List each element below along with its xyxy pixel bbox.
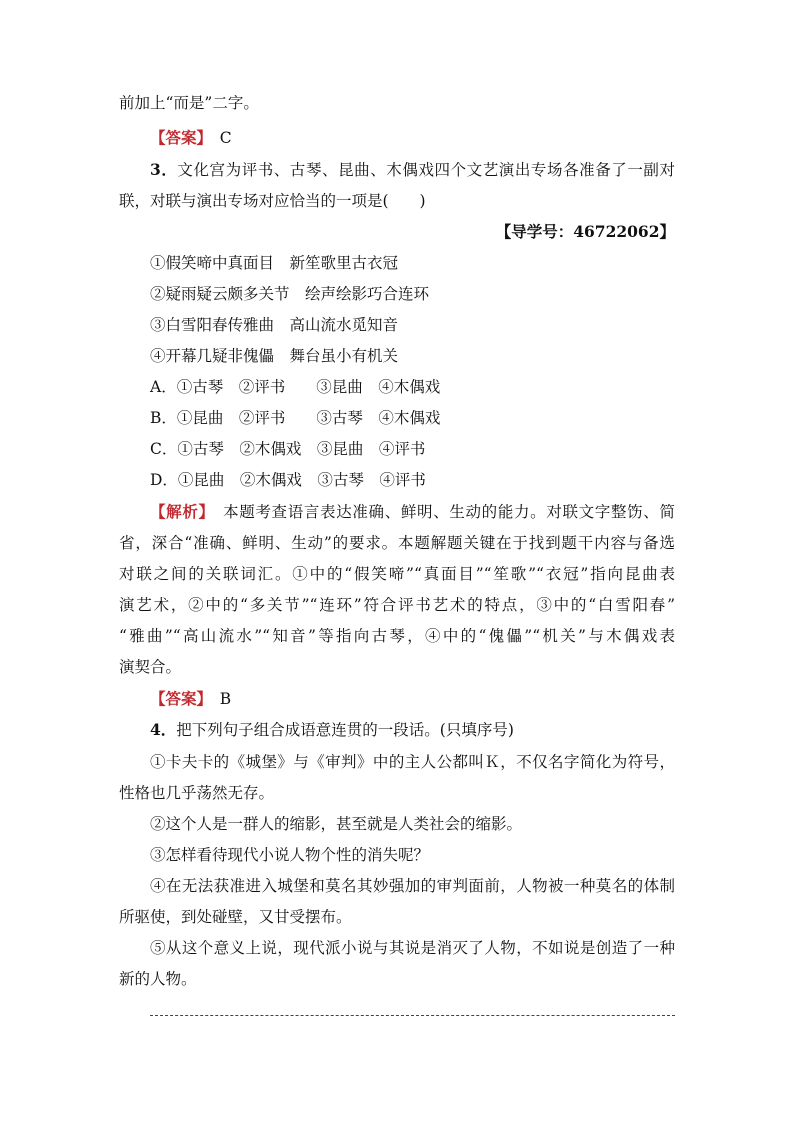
couplet-2: ②疑雨疑云颇多关节 绘声绘影巧合连环 bbox=[150, 285, 430, 303]
reference-number: 【导学号：46722062】 bbox=[495, 222, 675, 241]
sentence-4-line-2: 所驱使，到处碰壁，又甘受摆布。 bbox=[119, 908, 352, 926]
option-a: A．①古琴 ②评书 ③昆曲 ④木偶戏 bbox=[150, 378, 441, 396]
option-b: B．①昆曲 ②评书 ③古琴 ④木偶戏 bbox=[150, 409, 441, 427]
answer-q3 bbox=[150, 689, 675, 709]
analysis-line-4: 演艺术，②中的“多关节”“连环”符合评书艺术的特点，③中的“白雪阳春” bbox=[119, 596, 675, 614]
question-3-line-1 bbox=[150, 160, 675, 180]
sentence-5-line-2: 新的人物。 bbox=[119, 970, 197, 988]
answer-tag: 【答案】 bbox=[150, 689, 205, 708]
analysis-line-1 bbox=[150, 502, 675, 522]
couplet-3: ③白雪阳春传雅曲 高山流水觅知音 bbox=[150, 316, 399, 334]
line-continuation bbox=[119, 93, 675, 113]
option-c: C．①古琴 ②木偶戏 ③昆曲 ④评书 bbox=[150, 440, 426, 458]
question-3-line-2 bbox=[119, 191, 675, 211]
analysis-tag: 【解析】 bbox=[150, 502, 207, 521]
sentence-2: ②这个人是一群人的缩影，甚至就是人类社会的缩影。 bbox=[150, 815, 523, 833]
answer-value: B bbox=[219, 690, 232, 708]
answer-value: C bbox=[219, 129, 232, 147]
text: 把下列句子组合成语意连贯的一段话。(只填序号) bbox=[176, 721, 514, 739]
sentence-5-line-1: ⑤从这个意义上说，现代派小说与其说是消灭了人物，不如说是创造了一种 bbox=[150, 939, 675, 957]
question-4-line-1 bbox=[150, 720, 675, 740]
text: 前加上“而是”二字。 bbox=[119, 94, 259, 112]
question-number: 4． bbox=[150, 720, 177, 739]
couplet-4: ④开幕几疑非傀儡 舞台虽小有机关 bbox=[150, 347, 399, 365]
text: 联，对联与演出专场对应恰当的一项是( ) bbox=[119, 192, 426, 210]
analysis-line-6: 演契合。 bbox=[119, 658, 182, 676]
sentence-3: ③怎样看待现代小说人物个性的消失呢？ bbox=[150, 846, 430, 864]
dashed-separator bbox=[150, 1015, 675, 1016]
sentence-1-line-1: ①卡夫卡的《城堡》与《审判》中的主人公都叫Ｋ，不仅名字简化为符号， bbox=[150, 753, 675, 771]
answer-tag: 【答案】 bbox=[150, 128, 205, 147]
analysis-line-3: 对联之间的关联词汇。①中的“假笑啼”“真面目”“笙歌”“衣冠”指向昆曲表 bbox=[119, 565, 675, 583]
answer-q2 bbox=[150, 128, 675, 148]
text: 文化宫为评书、古琴、昆曲、木偶戏四个文艺演出专场各准备了一副对 bbox=[177, 161, 675, 179]
analysis-line-5: “雅曲”“高山流水”“知音”等指向古琴，④中的“傀儡”“机关”与木偶戏表 bbox=[119, 627, 675, 645]
sentence-4-line-1: ④在无法获准进入城堡和莫名其妙强加的审判面前，人物被一种莫名的体制 bbox=[150, 877, 675, 895]
couplet-1: ①假笑啼中真面目 新笙歌里古衣冠 bbox=[150, 254, 399, 272]
option-d: D．①昆曲 ②木偶戏 ③古琴 ④评书 bbox=[150, 471, 426, 489]
sentence-1-line-2: 性格也几乎荡然无存。 bbox=[119, 784, 275, 802]
analysis-line-2: 省，深合“准确、鲜明、生动”的要求。本题解题关键在于找到题干内容与备选 bbox=[119, 534, 675, 552]
text: 本题考查语言表达准确、鲜明、生动的能力。对联文字整饬、简 bbox=[206, 503, 675, 521]
question-number: 3． bbox=[150, 160, 178, 179]
